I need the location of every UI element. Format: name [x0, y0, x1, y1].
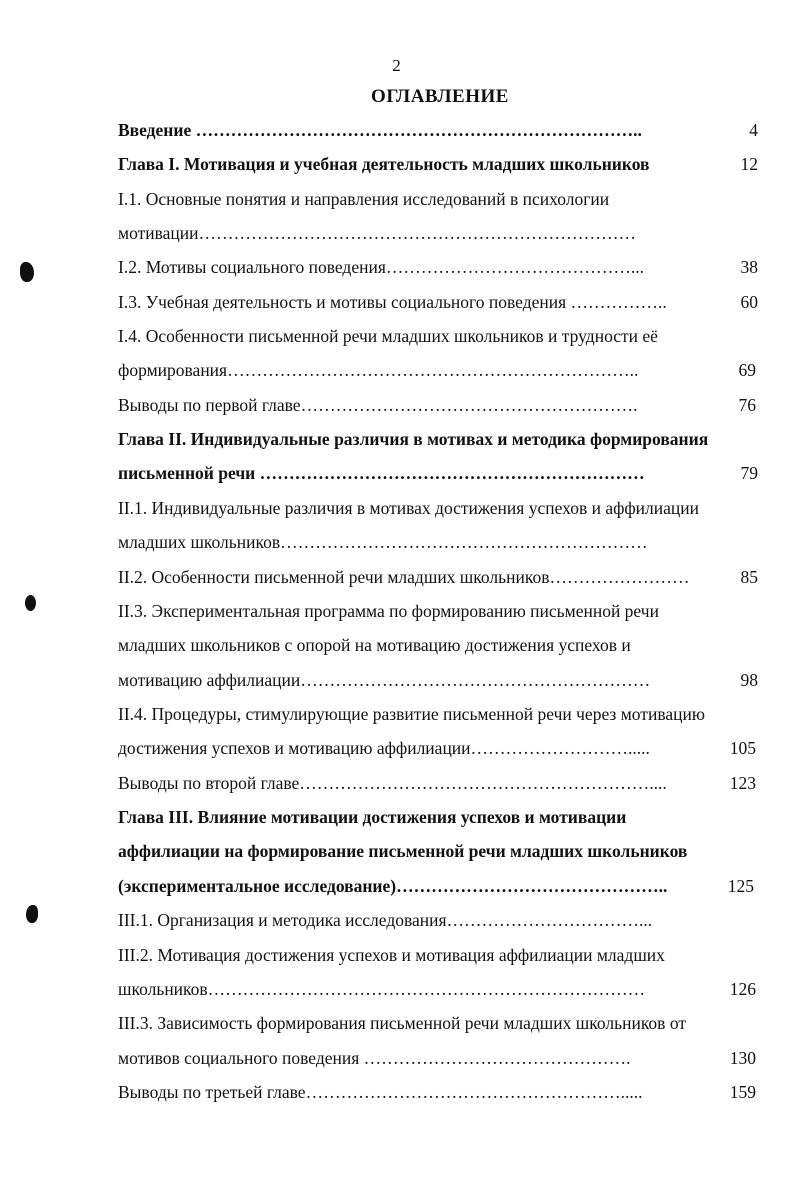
toc-line: Глава II. Индивидуальные различия в мотивах и методика формирования — [118, 429, 709, 449]
toc-line: I.2. Мотивы социального поведения……………………………………... — [118, 257, 645, 277]
page-title: ОГЛАВЛЕНИЕ — [371, 86, 509, 107]
toc-page-number: 4 — [749, 120, 758, 140]
toc-line: II.1. Индивидуальные различия в мотивах достижения успехов и аффилиации — [118, 498, 699, 518]
toc-page-number: 85 — [740, 567, 758, 587]
toc-line: Глава III. Влияние мотивации достижения успехов и мотивации — [118, 807, 627, 827]
page-number: 2 — [392, 56, 401, 75]
toc-page-number: 12 — [740, 154, 758, 174]
toc-page-number: 79 — [740, 463, 758, 483]
toc-line: Глава I. Мотивация и учебная деятельность младших школьников — [118, 154, 650, 174]
toc-line: Выводы по второй главе…………………………………………………….... — [118, 773, 667, 793]
toc-line: I.1. Основные понятия и направления исследований в психологии — [118, 189, 610, 209]
toc-line: III.1. Организация и методика исследования……………………………... — [118, 910, 653, 930]
toc-page-number: 60 — [740, 292, 758, 312]
ink-blot-mark — [26, 905, 38, 923]
toc-page-number: 98 — [740, 670, 758, 690]
toc-line: мотивов социального поведения ………………………………………. — [118, 1048, 631, 1068]
toc-line: школьников………………………………………………………………… — [118, 979, 646, 999]
toc-line: младших школьников с опорой на мотивацию достижения успехов и — [118, 635, 631, 655]
toc-page-number: 76 — [738, 395, 756, 415]
toc-line: Выводы по первой главе…………………………………………………. — [118, 395, 638, 415]
toc-page-number: 130 — [729, 1048, 756, 1068]
toc-line: формирования…………………………………………………………….. — [118, 360, 639, 380]
toc-page-number: 125 — [727, 876, 754, 896]
toc-line: III.3. Зависимость формирования письменной речи младших школьников от — [118, 1013, 686, 1033]
toc-page-number: 69 — [738, 360, 756, 380]
toc-page-number: 123 — [729, 773, 756, 793]
toc-line: Выводы по третьей главе………………………………………………..... — [118, 1082, 643, 1102]
toc-line: младших школьников……………………………………………………… — [118, 532, 648, 552]
toc-page-number: 126 — [729, 979, 756, 999]
toc-page-number: 159 — [729, 1082, 756, 1102]
toc-line: II.2. Особенности письменной речи младших школьников…………………… — [118, 567, 690, 587]
ink-blot-mark — [25, 595, 36, 611]
toc-line: мотивации………………………………………………………………… — [118, 223, 637, 243]
toc-page-number: 38 — [740, 257, 758, 277]
toc-line: I.4. Особенности письменной речи младших школьников и трудности её — [118, 326, 658, 346]
toc-line: (экспериментальное исследование)……………………………………….. — [118, 876, 668, 896]
toc-line: II.4. Процедуры, стимулирующие развитие письменной речи через мотивацию — [118, 704, 705, 724]
toc-line: мотивацию аффилиации…………………………………………………… — [118, 670, 651, 690]
toc-line: достижения успехов и мотивацию аффилиации………………………..... — [118, 738, 650, 758]
toc-line: Введение ………………………………………………………………….. — [118, 120, 642, 140]
toc-line: аффилиации на формирование письменной речи младших школьников — [118, 841, 688, 861]
toc-line: III.2. Мотивация достижения успехов и мотивация аффилиации младших — [118, 945, 665, 965]
toc-line: письменной речи ………………………………………………………… — [118, 463, 645, 483]
toc-line: II.3. Экспериментальная программа по формированию письменной речи — [118, 601, 659, 621]
toc-line: I.3. Учебная деятельность и мотивы социального поведения …………….. — [118, 292, 667, 312]
toc-page-number: 105 — [729, 738, 756, 758]
ink-blot-mark — [20, 262, 34, 282]
